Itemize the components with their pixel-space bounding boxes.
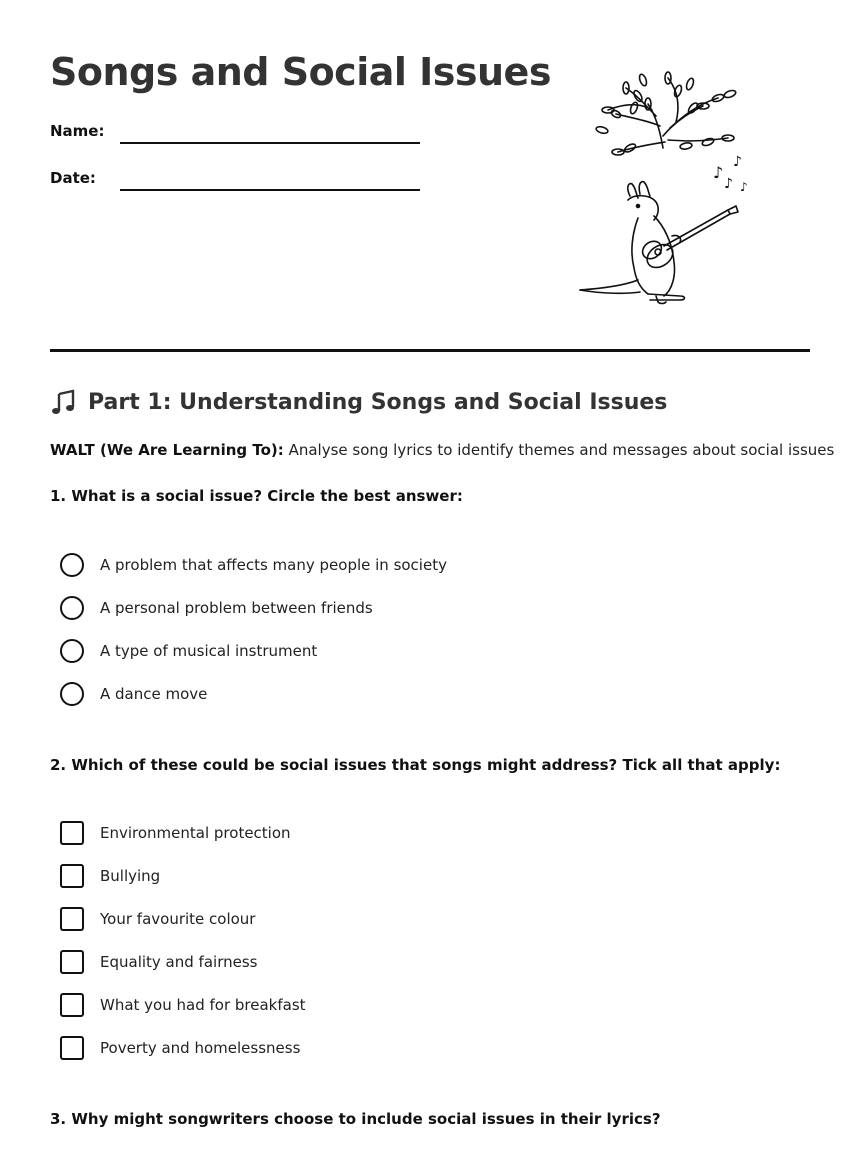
page-title: Songs and Social Issues — [50, 50, 551, 94]
svg-text:♪: ♪ — [733, 154, 742, 170]
tree-icon — [595, 72, 736, 155]
q2-option[interactable] — [60, 950, 257, 974]
svg-text:♪: ♪ — [740, 180, 748, 194]
name-label: Name: — [50, 122, 105, 140]
date-line[interactable] — [120, 189, 420, 191]
q2-option-label: Your favourite colour — [100, 910, 256, 928]
q2-option[interactable] — [60, 1036, 300, 1060]
q1-option[interactable] — [60, 553, 447, 577]
circle-option-icon[interactable] — [60, 639, 84, 663]
date-label: Date: — [50, 169, 96, 187]
kangaroo-playing-guitar-icon — [580, 182, 738, 304]
q2-option[interactable] — [60, 821, 291, 845]
question-3: 3. Why might songwriters choose to include social issues in their lyrics? — [50, 1110, 661, 1128]
checkbox-icon[interactable] — [60, 821, 84, 845]
q2-option-label: Environmental protection — [100, 824, 291, 842]
q1-option-label: A type of musical instrument — [100, 642, 318, 660]
checkbox-icon[interactable] — [60, 907, 84, 931]
q1-option[interactable] — [60, 639, 317, 663]
checkbox-icon[interactable] — [60, 1036, 84, 1060]
svg-text:♪: ♪ — [724, 176, 733, 192]
svg-text:♪: ♪ — [713, 163, 724, 182]
section-divider — [50, 349, 810, 352]
checkbox-icon[interactable] — [60, 950, 84, 974]
question-1: 1. What is a social issue? Circle the best answer: — [50, 487, 463, 505]
kangaroo-illustration — [568, 66, 768, 311]
name-line[interactable] — [120, 142, 420, 144]
q2-option-label: Bullying — [100, 867, 161, 885]
q2-option[interactable] — [60, 907, 255, 931]
q2-option-label: Poverty and homelessness — [100, 1039, 301, 1057]
q1-option-label: A dance move — [100, 685, 208, 703]
q1-option-label: A personal problem between friends — [100, 599, 373, 617]
question-2: 2. Which of these could be social issues that songs might address? Tick all that apply: — [50, 756, 781, 774]
walt-label: WALT (We Are Learning To): — [50, 441, 284, 459]
circle-option-icon[interactable] — [60, 682, 84, 706]
walt-text: Analyse song lyrics to identify themes and messages about social issues — [288, 441, 835, 459]
part1-heading-text: Part 1: Understanding Songs and Social Issues — [88, 389, 668, 415]
part1-heading — [50, 388, 667, 416]
music-note-icon — [50, 388, 78, 416]
circle-option-icon[interactable] — [60, 553, 84, 577]
q1-option[interactable] — [60, 682, 207, 706]
checkbox-icon[interactable] — [60, 864, 84, 888]
q2-option[interactable] — [60, 993, 306, 1017]
music-notes-icon — [713, 154, 748, 194]
q2-option-label: What you had for breakfast — [100, 996, 306, 1014]
checkbox-icon[interactable] — [60, 993, 84, 1017]
q1-option[interactable] — [60, 596, 373, 620]
walt-statement — [50, 441, 834, 459]
circle-option-icon[interactable] — [60, 596, 84, 620]
q2-option-label: Equality and fairness — [100, 953, 258, 971]
q2-option[interactable] — [60, 864, 160, 888]
q1-option-label: A problem that affects many people in society — [100, 556, 447, 574]
